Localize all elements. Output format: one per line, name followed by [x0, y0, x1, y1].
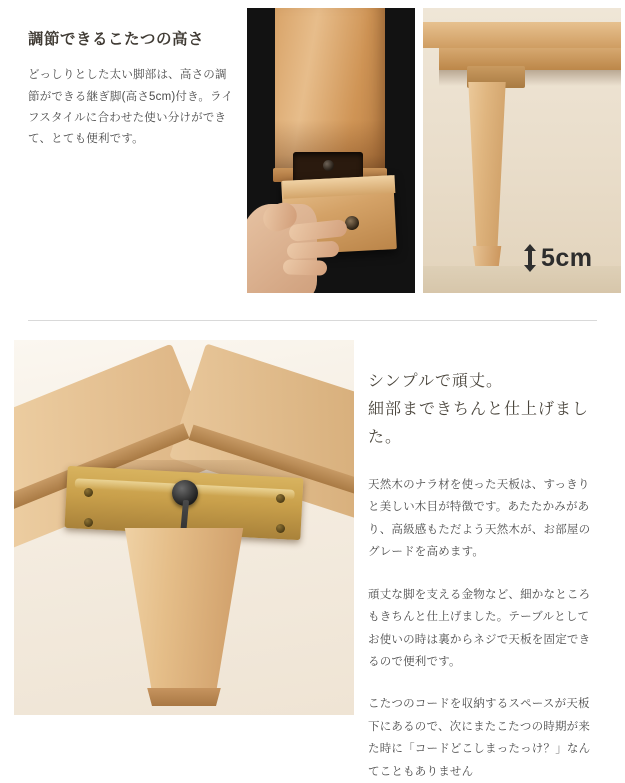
section2-paragraph: こたつのコードを収納するスペースが天板下にあるので、次にまたこたつの時期が来た時に「コードどこしまったっけ？」なんてこともありません	[368, 698, 591, 778]
section1-body: どっしりとした太い脚部は、高さの調節ができる継ぎ脚(高さ5cm)付き。ライフスタイルに合わせた使い分けができて、とても便利です。	[28, 69, 234, 146]
section-adjustable-height	[0, 0, 625, 318]
photo-socket-screw	[323, 160, 334, 171]
section2-heading-line2: 細部まできちんと仕上げました。	[368, 401, 590, 446]
photo-bracket-screw	[276, 524, 285, 533]
section-divider	[28, 320, 597, 321]
section1-text-block	[28, 28, 238, 150]
section2-heading	[368, 368, 600, 452]
section2-paragraph: 天然木のナラ材を使った天板は、すっきりと美しい木目が特徴です。あたたかみがあり、高級感もただよう天然木が、お部屋のグレードを高めます。	[368, 479, 591, 559]
hand-holding-leg-extension-photo	[247, 8, 415, 293]
section2-paragraph: 頑丈な脚を支える金物など、細かなところもきちんと仕上げました。テーブルとしてお使いの時は裏からネジで天板を固定できるので便利です。	[368, 588, 591, 668]
photo-bracket-screw	[84, 518, 93, 527]
photo-leg-extension	[470, 246, 504, 268]
photo-finger	[283, 259, 327, 276]
measure-arrow-icon	[523, 244, 537, 272]
section2-heading-line1: シンプルで頑丈。	[368, 373, 503, 390]
photo-leg-foot	[144, 688, 224, 706]
corner-bracket-closeup-photo	[14, 340, 354, 715]
section1-heading: 調節できるこたつの高さ	[28, 31, 205, 48]
section-simple-and-sturdy	[0, 340, 625, 778]
measure-label: 5cm	[541, 244, 593, 272]
photo-bracket-screw	[84, 488, 93, 497]
photo-table-leg	[461, 82, 513, 250]
photo-tabletop	[423, 22, 621, 48]
photo-tapered-leg	[110, 528, 258, 700]
photo-finger	[287, 241, 340, 260]
table-leg-height-photo	[423, 8, 621, 293]
section2-text-block	[368, 368, 600, 783]
photo-bracket-screw	[276, 494, 285, 503]
